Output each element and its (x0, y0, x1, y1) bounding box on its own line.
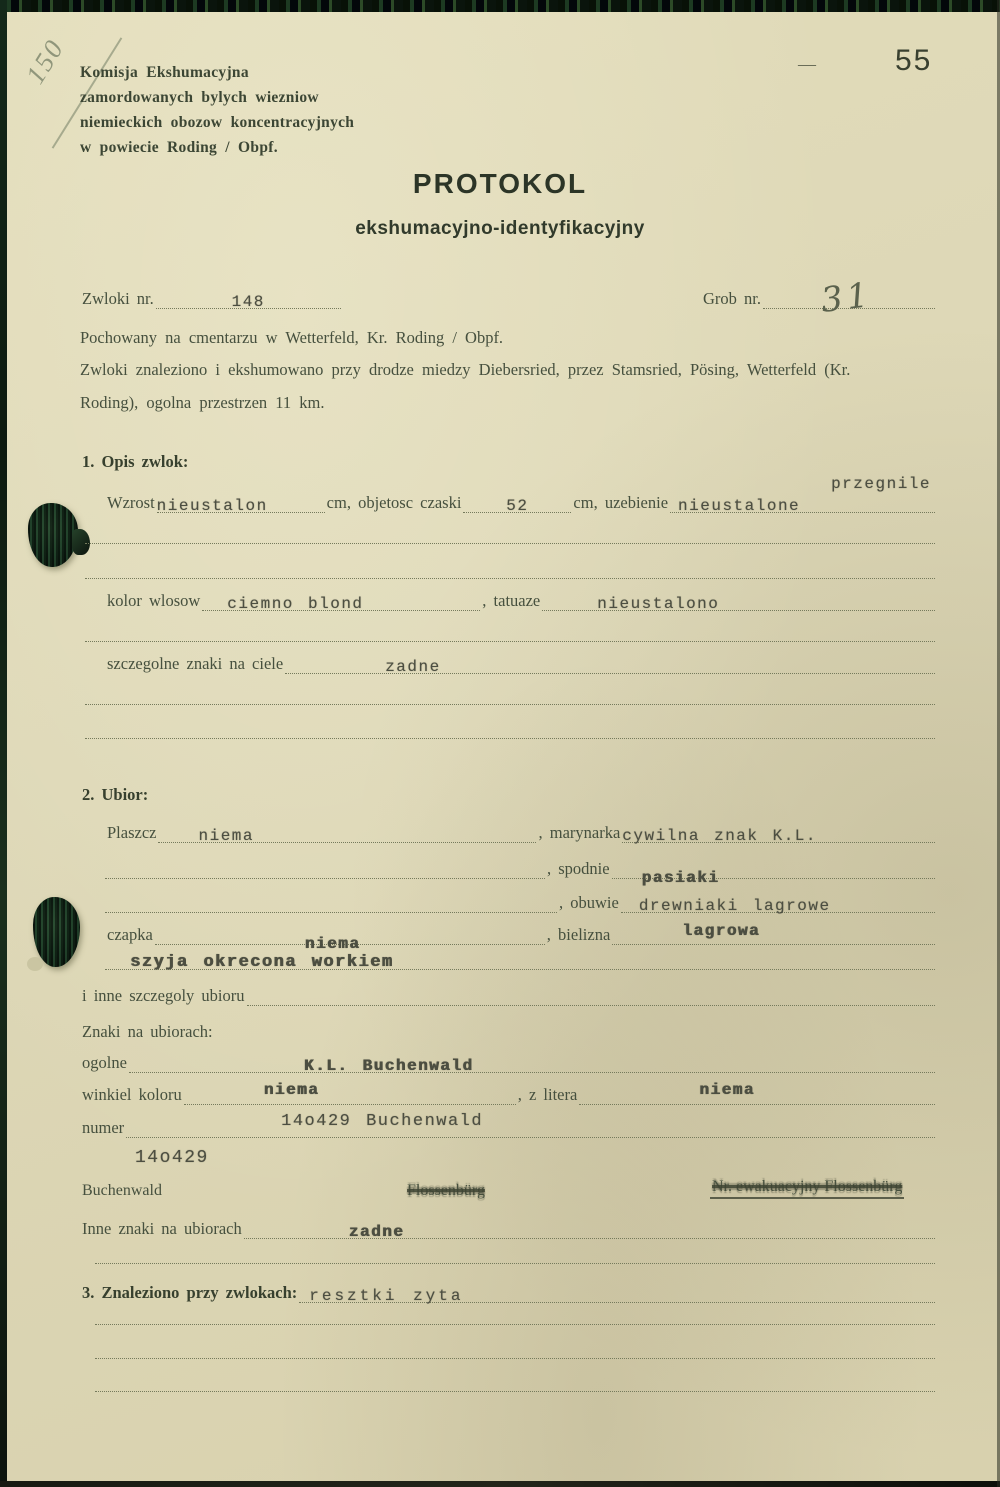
other-marks-label: Inne znaki na ubiorach (82, 1219, 242, 1238)
trousers-row (105, 858, 935, 887)
document-subtitle: ekshumacyjno-identyfikacyjny (355, 218, 645, 239)
height-label: Wzrost (107, 493, 155, 512)
section-3-heading: 3. Znaleziono przy zwlokach: (82, 1283, 298, 1302)
skull-field (463, 492, 571, 513)
blank-dotted-line (95, 1323, 935, 1325)
underwear-label: , bielizna (546, 925, 611, 944)
neck-note-row (105, 948, 935, 970)
coat-value: niema (198, 827, 254, 845)
winkel-color-value: niema (263, 1081, 320, 1099)
body-marks-row (105, 653, 935, 674)
corpse-number-value: 148 (231, 293, 265, 311)
with-letter-label: , z litera (517, 1085, 578, 1104)
skull-label: cm, objetosc czaski (326, 493, 462, 512)
neck-note-field (105, 948, 935, 970)
section-2-heading: 2. Ubior: (82, 785, 149, 804)
camp-flossenburg-label-struck: Flossenbürg (407, 1182, 485, 1199)
cap-value: niema (304, 935, 361, 953)
found-with-body-field (299, 1282, 935, 1303)
section-2-heading-row (80, 785, 935, 805)
underwear-value: lagrowa (682, 922, 760, 940)
shoes-field (621, 892, 935, 913)
cap-underwear-row (105, 922, 935, 953)
winkel-color-field (184, 1081, 516, 1105)
other-clothing-label: i inne szczegoly ubioru (82, 986, 245, 1005)
other-clothing-field (247, 1001, 936, 1006)
letterhead-line-1: Komisja Ekshumacyjna (80, 64, 249, 81)
scan-edge-top (0, 0, 1000, 12)
tattoo-label: , tatuaze (482, 591, 541, 610)
shoes-value: drewniaki lagrowe (638, 897, 831, 915)
corpse-grave-row (80, 275, 935, 321)
hair-color-field (202, 590, 480, 611)
tattoo-value: nieustalono (597, 595, 720, 613)
with-letter-value: niema (699, 1081, 755, 1099)
coat-jacket-row (105, 822, 935, 843)
empty-field (105, 908, 557, 913)
coat-field (158, 822, 536, 843)
blank-dotted-line (85, 577, 935, 579)
body-marks-field (285, 653, 935, 674)
scan-edge-bottom (0, 1481, 1000, 1487)
tattoo-field (542, 590, 935, 611)
teeth-value-2: przegnile (831, 475, 931, 493)
shoes-label: , obuwie (559, 893, 619, 912)
number-value: 14o429 Buchenwald (281, 1112, 484, 1131)
blank-dotted-line (85, 542, 935, 544)
camp-buchenwald-label: Buchenwald (82, 1182, 162, 1199)
neck-note-value: szyja okrecona workiem (130, 953, 394, 972)
blank-dotted-line (95, 1262, 935, 1264)
marks-on-clothing-heading-row (80, 1022, 935, 1042)
body-marks-label: szczegolne znaki na ciele (107, 654, 284, 673)
other-marks-field (244, 1218, 935, 1239)
number-note-value: 14o429 (135, 1148, 209, 1168)
blank-dotted-line (85, 737, 935, 739)
section-1-heading-row (80, 452, 935, 472)
pencil-corner-note: 150 (19, 33, 70, 89)
jacket-label: , marynarka (538, 823, 621, 842)
marks-on-clothing-heading: Znaki na ubiorach: (82, 1022, 213, 1041)
winkel-letter-row (80, 1081, 935, 1105)
empty-field (105, 874, 545, 879)
general-marks-value: K.L. Buchenwald (303, 1057, 474, 1075)
cap-field (155, 924, 545, 953)
pencil-dash-mark: — (798, 54, 816, 74)
corpse-number-label: Zwloki nr. (82, 289, 154, 308)
document-title: PROTOKOL (412, 168, 588, 199)
hair-tattoo-row (105, 590, 935, 611)
height-value: nieustalon (156, 497, 268, 515)
other-clothing-row (80, 986, 935, 1006)
corpse-number-field (156, 288, 341, 309)
trousers-field (612, 858, 935, 887)
jacket-value: cywilna znak K.L. (622, 827, 818, 845)
section-3-row (80, 1282, 935, 1303)
letterhead-line-4: w powiecie Roding / Obpf. (80, 139, 278, 156)
number-row (80, 1112, 935, 1138)
number-note-row (135, 1145, 935, 1168)
found-location-line-2: Roding), ogolna przestrzen 11 km. (80, 393, 325, 412)
trousers-label: , spodnie (547, 859, 610, 878)
underwear-field (612, 924, 935, 945)
number-field (126, 1112, 935, 1138)
grave-number-label: Grob nr. (703, 289, 761, 308)
found-location-line-1: Zwloki znaleziono i ekshumowano przy drodze miedzy Diebersried, przez Stamsried, Pösing, Wetterfeld (Kr. (80, 360, 851, 379)
grave-number-field (763, 275, 935, 321)
trousers-value: pasiaki (641, 869, 720, 887)
general-marks-label: ogolne (82, 1053, 127, 1072)
teeth-label: cm, uzebienie (573, 493, 669, 512)
blank-dotted-line (85, 640, 935, 642)
teeth-value: nieustalone (678, 497, 801, 515)
burial-location-line: Pochowany na cmentarzu w Wetterfeld, Kr. Roding / Obpf. (80, 328, 504, 347)
cap-label: czapka (107, 925, 153, 944)
height-field (157, 492, 325, 513)
grave-number-handwritten-value: 31 (818, 275, 875, 321)
hair-color-label: kolor wlosow (107, 591, 201, 610)
other-marks-value: zadne (348, 1223, 405, 1241)
general-marks-row (80, 1052, 935, 1073)
blank-dotted-line (95, 1357, 935, 1359)
hair-color-value: ciemno blond (227, 595, 364, 613)
general-marks-field (129, 1052, 935, 1073)
blank-dotted-line (95, 1390, 935, 1392)
with-letter-field (579, 1081, 935, 1105)
shoes-row (105, 892, 935, 913)
blank-dotted-line (85, 703, 935, 705)
hole-punch-bottom (33, 897, 80, 967)
page-number: 55 (895, 44, 933, 77)
body-marks-value: zadne (385, 658, 441, 676)
height-skull-teeth-row (105, 475, 935, 515)
letterhead-line-2: zamordowanych bylych wiezniow (80, 89, 319, 106)
number-label: numer (82, 1118, 125, 1137)
camp-evacuation-number-label-struck: Nr. ewakuacyjny Flossenbürg (710, 1178, 904, 1199)
found-with-body-value: resztki zyta (309, 1287, 464, 1305)
teeth-field (670, 475, 935, 515)
other-marks-row (80, 1218, 935, 1239)
skull-value: 52 (506, 497, 529, 515)
winkel-color-label: winkiel koloru (82, 1085, 182, 1104)
jacket-field (622, 822, 935, 843)
hole-punch-top (28, 503, 78, 567)
coat-label: Plaszcz (107, 823, 157, 842)
letterhead-line-3: niemieckich obozow koncentracyjnych (80, 114, 355, 131)
letterhead (80, 60, 354, 160)
section-1-heading: 1. Opis zwlok: (82, 452, 189, 471)
